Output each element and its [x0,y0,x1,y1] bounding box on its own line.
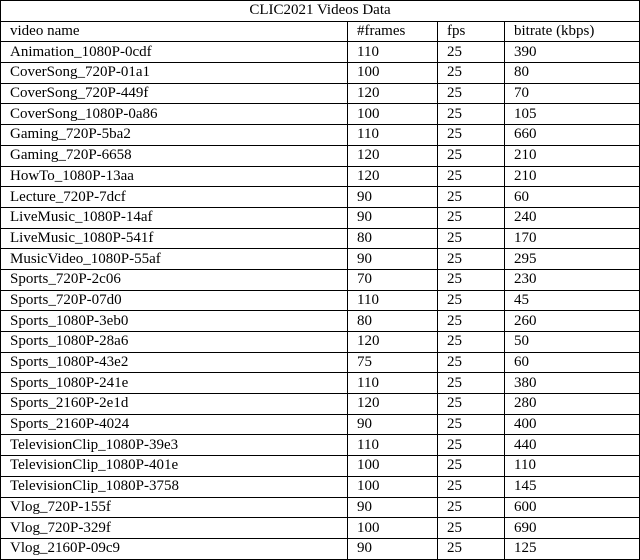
cell-frames: 90 [348,187,438,208]
cell-video-name: LiveMusic_1080P-14af [1,207,348,228]
table-row [1,290,640,311]
table-row [1,63,640,84]
cell-bitrate: 390 [505,42,640,63]
column-header-bitrate: bitrate (kbps) [505,21,640,42]
cell-bitrate: 80 [505,63,640,84]
cell-video-name: CoverSong_720P-01a1 [1,63,348,84]
table-row [1,352,640,373]
cell-bitrate: 380 [505,373,640,394]
cell-video-name: Sports_1080P-3eb0 [1,311,348,332]
cell-fps: 25 [438,249,505,270]
table-caption-row [1,1,640,22]
cell-bitrate: 60 [505,352,640,373]
cell-bitrate: 145 [505,476,640,497]
cell-fps: 25 [438,518,505,539]
cell-fps: 25 [438,63,505,84]
cell-bitrate: 110 [505,456,640,477]
cell-bitrate: 60 [505,187,640,208]
cell-bitrate: 660 [505,125,640,146]
cell-fps: 25 [438,83,505,104]
table-body [1,42,640,559]
table-row [1,476,640,497]
cell-video-name: Sports_2160P-4024 [1,414,348,435]
cell-frames: 100 [348,476,438,497]
cell-video-name: HowTo_1080P-13aa [1,166,348,187]
table-row [1,497,640,518]
cell-bitrate: 210 [505,145,640,166]
cell-frames: 100 [348,104,438,125]
cell-video-name: CoverSong_1080P-0a86 [1,104,348,125]
cell-bitrate: 210 [505,166,640,187]
cell-bitrate: 105 [505,104,640,125]
cell-bitrate: 70 [505,83,640,104]
cell-video-name: Vlog_2160P-09c9 [1,538,348,559]
cell-bitrate: 50 [505,332,640,353]
cell-frames: 80 [348,228,438,249]
cell-bitrate: 600 [505,497,640,518]
table-row [1,311,640,332]
cell-bitrate: 440 [505,435,640,456]
cell-video-name: Gaming_720P-5ba2 [1,125,348,146]
cell-frames: 90 [348,249,438,270]
cell-fps: 25 [438,207,505,228]
table-row [1,228,640,249]
cell-frames: 100 [348,518,438,539]
cell-frames: 75 [348,352,438,373]
cell-fps: 25 [438,125,505,146]
cell-fps: 25 [438,373,505,394]
table-title: CLIC2021 Videos Data [1,1,640,22]
cell-bitrate: 240 [505,207,640,228]
table-row [1,518,640,539]
cell-frames: 120 [348,83,438,104]
cell-bitrate: 260 [505,311,640,332]
cell-frames: 100 [348,456,438,477]
column-header-video-name: video name [1,21,348,42]
cell-bitrate: 295 [505,249,640,270]
cell-fps: 25 [438,145,505,166]
cell-bitrate: 280 [505,394,640,415]
table-row [1,249,640,270]
cell-fps: 25 [438,42,505,63]
cell-frames: 110 [348,435,438,456]
cell-fps: 25 [438,414,505,435]
cell-video-name: Vlog_720P-329f [1,518,348,539]
cell-frames: 120 [348,394,438,415]
cell-frames: 90 [348,538,438,559]
table-row [1,166,640,187]
cell-frames: 70 [348,269,438,290]
cell-fps: 25 [438,228,505,249]
cell-video-name: TelevisionClip_1080P-39e3 [1,435,348,456]
cell-video-name: TelevisionClip_1080P-401e [1,456,348,477]
cell-frames: 110 [348,373,438,394]
table-row [1,538,640,559]
cell-fps: 25 [438,332,505,353]
cell-fps: 25 [438,435,505,456]
table-row [1,394,640,415]
cell-frames: 90 [348,414,438,435]
cell-bitrate: 45 [505,290,640,311]
cell-video-name: Sports_1080P-43e2 [1,352,348,373]
table-header-row [1,21,640,42]
cell-video-name: TelevisionClip_1080P-3758 [1,476,348,497]
cell-video-name: LiveMusic_1080P-541f [1,228,348,249]
cell-bitrate: 690 [505,518,640,539]
cell-video-name: Sports_1080P-28a6 [1,332,348,353]
cell-video-name: Sports_720P-2c06 [1,269,348,290]
cell-fps: 25 [438,166,505,187]
table-row [1,269,640,290]
cell-video-name: MusicVideo_1080P-55af [1,249,348,270]
cell-frames: 80 [348,311,438,332]
cell-video-name: Gaming_720P-6658 [1,145,348,166]
column-header-frames: #frames [348,21,438,42]
cell-bitrate: 125 [505,538,640,559]
cell-bitrate: 230 [505,269,640,290]
cell-video-name: Animation_1080P-0cdf [1,42,348,63]
cell-frames: 100 [348,63,438,84]
cell-frames: 90 [348,207,438,228]
cell-frames: 90 [348,497,438,518]
table-row [1,125,640,146]
cell-fps: 25 [438,538,505,559]
cell-fps: 25 [438,456,505,477]
table-row [1,83,640,104]
cell-frames: 120 [348,332,438,353]
cell-fps: 25 [438,352,505,373]
cell-video-name: Sports_2160P-2e1d [1,394,348,415]
cell-fps: 25 [438,497,505,518]
cell-video-name: Lecture_720P-7dcf [1,187,348,208]
cell-video-name: CoverSong_720P-449f [1,83,348,104]
cell-fps: 25 [438,269,505,290]
cell-fps: 25 [438,187,505,208]
cell-frames: 110 [348,125,438,146]
cell-frames: 120 [348,145,438,166]
cell-fps: 25 [438,104,505,125]
cell-fps: 25 [438,394,505,415]
table-row [1,414,640,435]
cell-fps: 25 [438,476,505,497]
table-row [1,435,640,456]
table-row [1,187,640,208]
cell-fps: 25 [438,311,505,332]
table-row [1,42,640,63]
column-header-fps: fps [438,21,505,42]
cell-video-name: Sports_1080P-241e [1,373,348,394]
cell-frames: 110 [348,290,438,311]
table-row [1,207,640,228]
table-row [1,145,640,166]
cell-fps: 25 [438,290,505,311]
cell-bitrate: 400 [505,414,640,435]
table-row [1,104,640,125]
table-row [1,332,640,353]
table-row [1,456,640,477]
cell-frames: 110 [348,42,438,63]
cell-frames: 120 [348,166,438,187]
cell-video-name: Vlog_720P-155f [1,497,348,518]
cell-video-name: Sports_720P-07d0 [1,290,348,311]
cell-bitrate: 170 [505,228,640,249]
table-row [1,373,640,394]
